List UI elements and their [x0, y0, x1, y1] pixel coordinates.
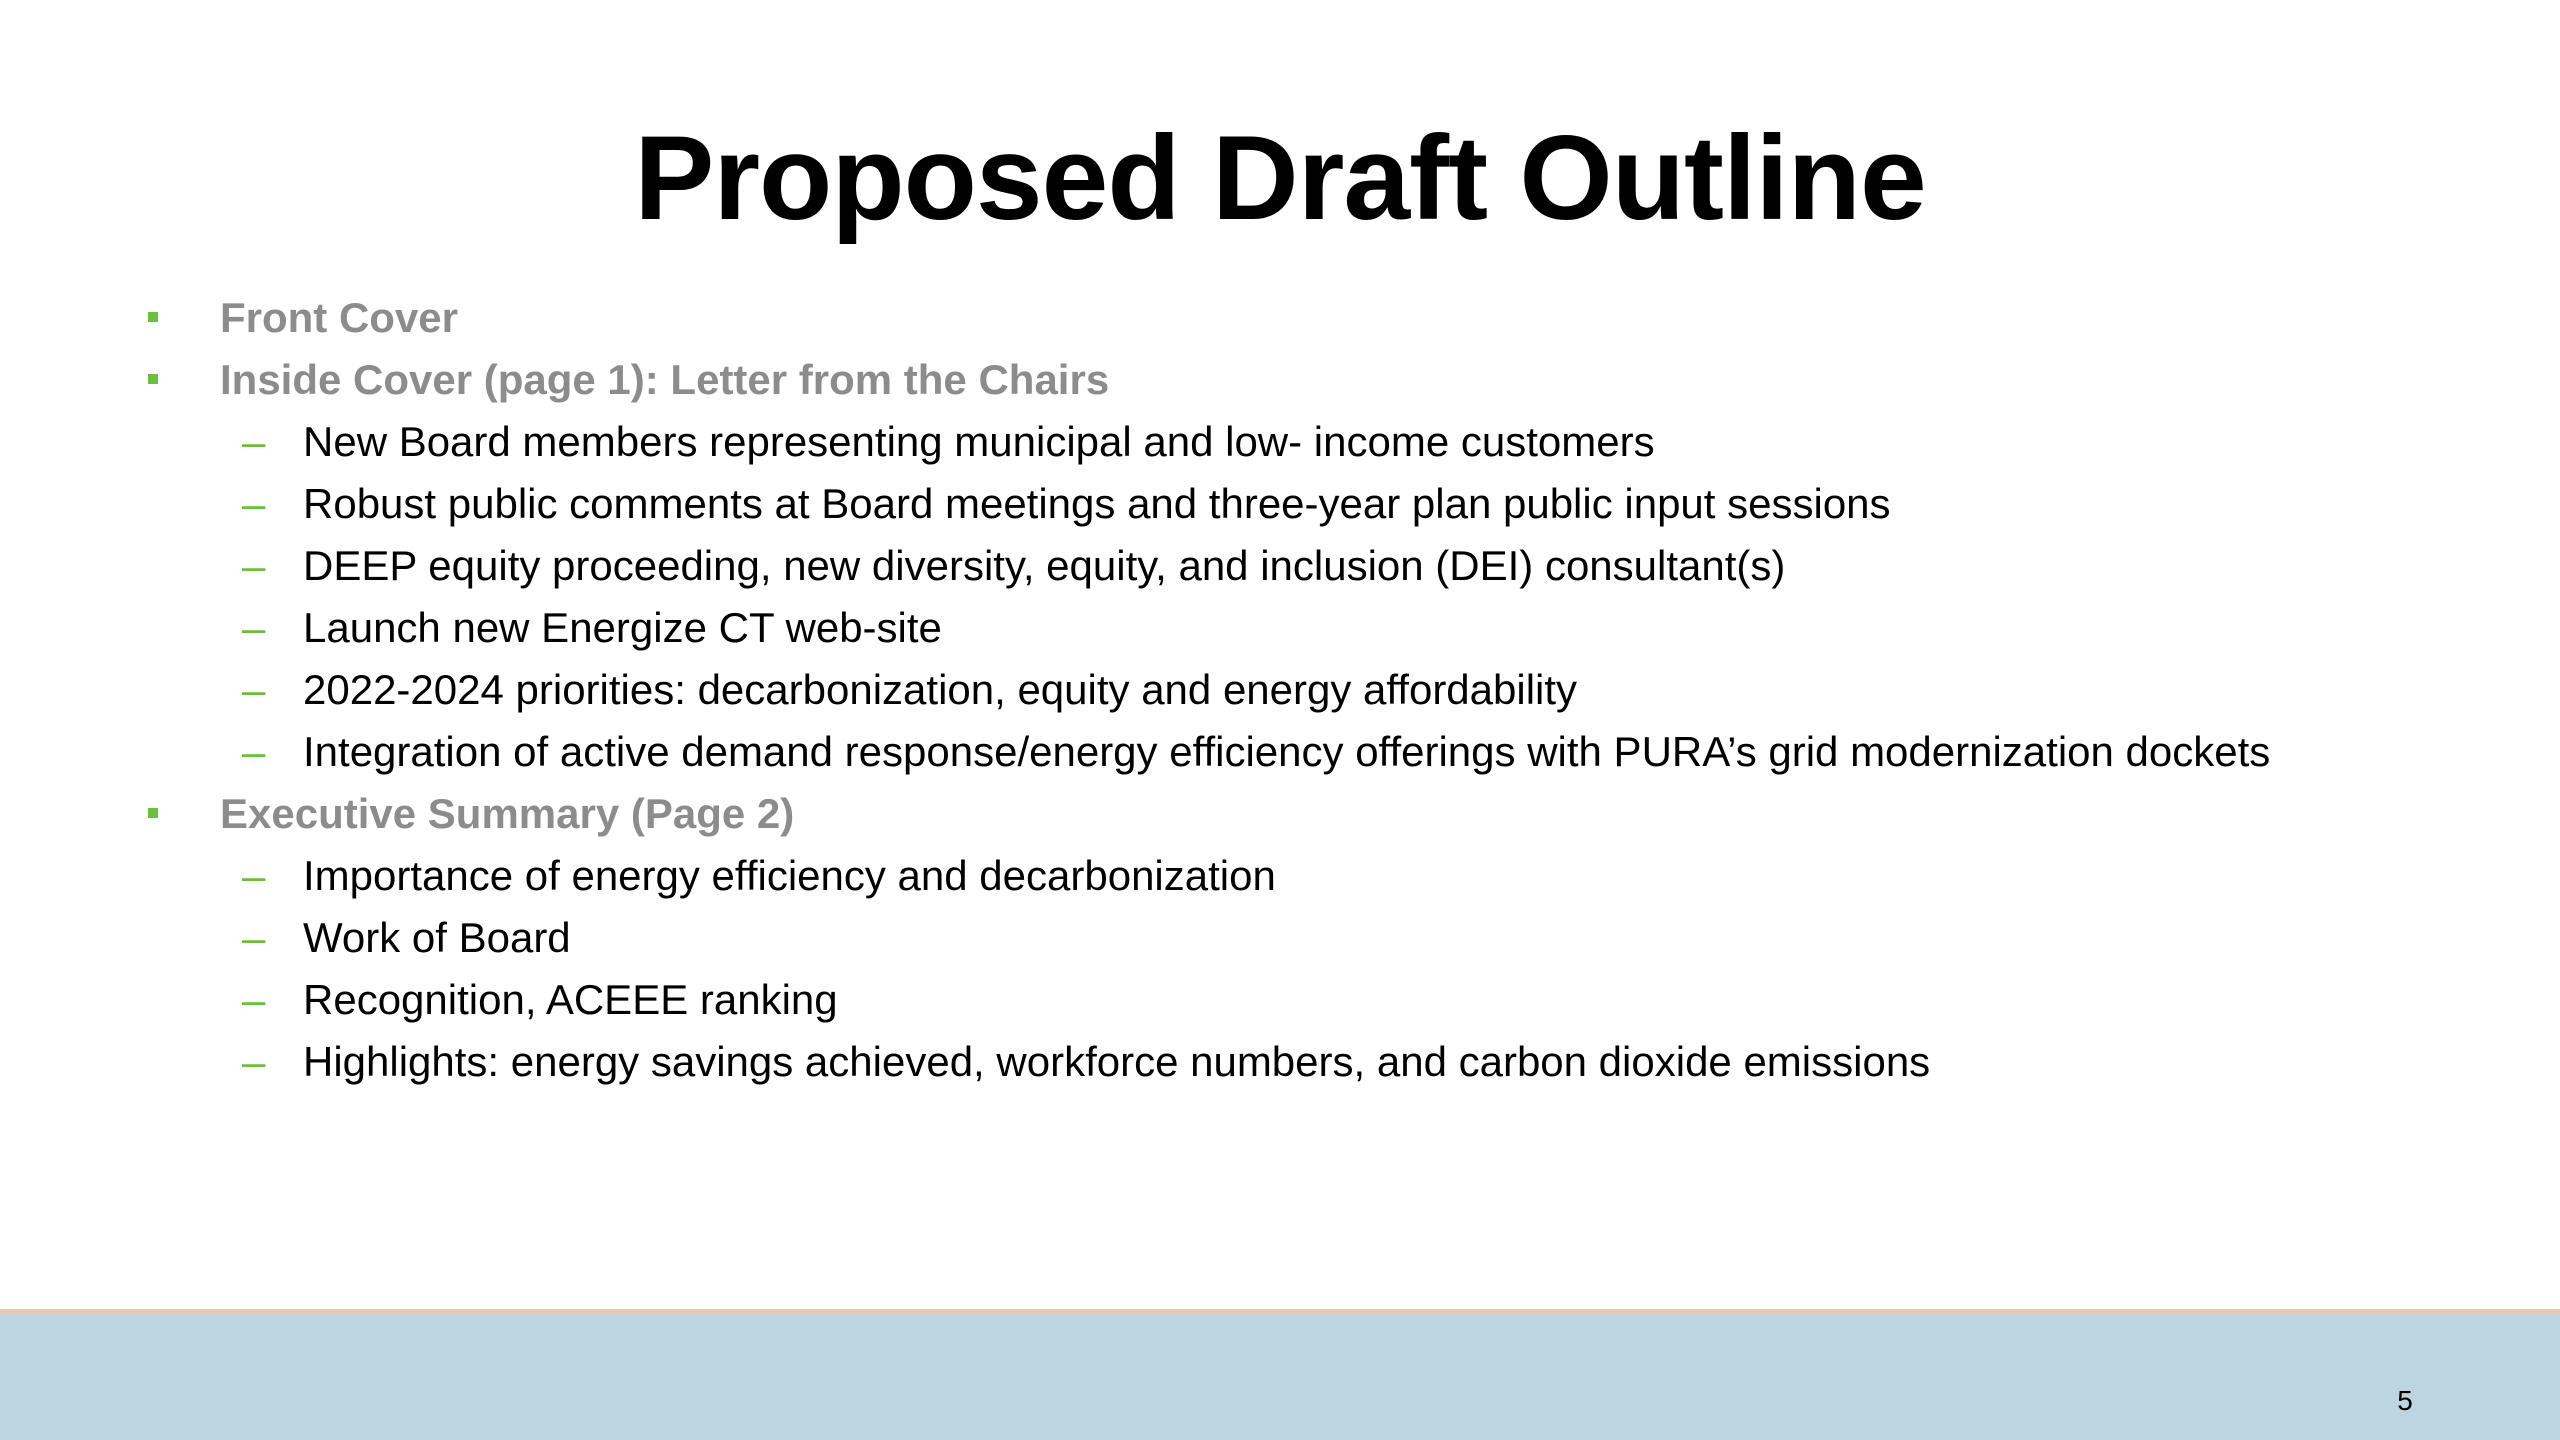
sub-item-text: Robust public comments at Board meetings and three-year plan public input sessions: [303, 480, 1891, 527]
dash-bullet-icon: –: [242, 914, 266, 961]
sub-item-text: Recognition, ACEEE ranking: [303, 976, 838, 1023]
slide-title: Proposed Draft Outline: [634, 111, 1926, 245]
section-label: Executive Summary (Page 2): [220, 790, 795, 837]
dash-bullet-icon: –: [242, 666, 266, 713]
sub-item: [0, 659, 2560, 721]
page-number: 5: [2397, 1385, 2413, 1416]
square-bullet-icon: [148, 374, 158, 384]
sub-item: [0, 473, 2560, 535]
sub-item-text: 2022-2024 priorities: decarbonization, equity and energy affordability: [303, 666, 1578, 713]
sub-item: [0, 845, 2560, 907]
dash-bullet-icon: –: [242, 728, 266, 775]
sub-item-text: Highlights: energy savings achieved, workforce numbers, and carbon dioxide emissions: [303, 1038, 1931, 1085]
sub-item: [0, 1031, 2560, 1093]
sub-item: [0, 969, 2560, 1031]
dash-bullet-icon: –: [242, 1038, 266, 1085]
section-label: Front Cover: [220, 294, 459, 341]
section-label: Inside Cover (page 1): Letter from the Chairs: [220, 356, 1110, 403]
section-item: [0, 783, 2560, 845]
outline-list: [0, 287, 2560, 1093]
sub-item-text: DEEP equity proceeding, new diversity, equity, and inclusion (DEI) consultant(s): [303, 542, 1786, 589]
sub-item-text: Integration of active demand response/energy efficiency offerings with PURA’s grid modernization dockets: [303, 728, 2271, 775]
sub-item: [0, 535, 2560, 597]
sub-item: [0, 411, 2560, 473]
dash-bullet-icon: –: [242, 976, 266, 1023]
square-bullet-icon: [148, 312, 158, 322]
sub-item-text: Work of Board: [303, 914, 571, 961]
section-item: [0, 349, 2560, 411]
square-bullet-icon: [148, 808, 158, 818]
sub-item: [0, 907, 2560, 969]
dash-bullet-icon: –: [242, 604, 266, 651]
dash-bullet-icon: –: [242, 418, 266, 465]
dash-bullet-icon: –: [242, 542, 266, 589]
sub-item: [0, 721, 2560, 783]
sub-item-text: New Board members representing municipal and low- income customers: [303, 418, 1655, 465]
footer-band: [0, 1314, 2560, 1440]
sub-item-text: Importance of energy efficiency and decarbonization: [303, 852, 1276, 899]
section-item: [0, 287, 2560, 349]
dash-bullet-icon: –: [242, 852, 266, 899]
sub-item-text: Launch new Energize CT web-site: [303, 604, 942, 651]
sub-item: [0, 597, 2560, 659]
dash-bullet-icon: –: [242, 480, 266, 527]
